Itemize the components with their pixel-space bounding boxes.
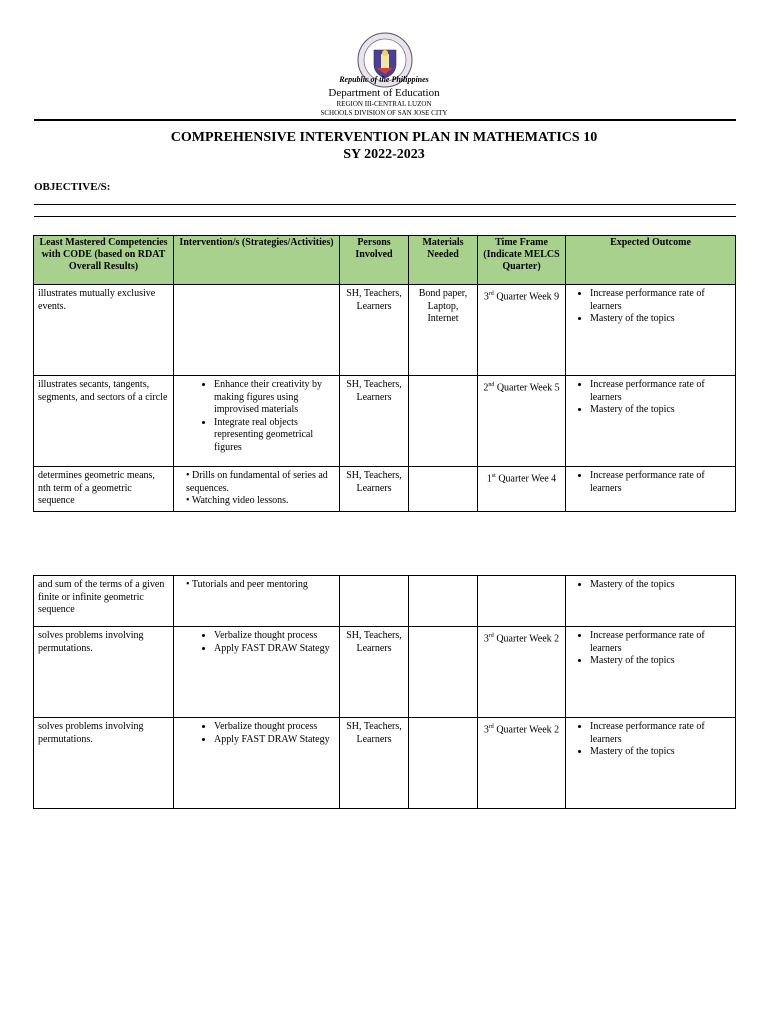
materials-cell: Bond paper, Laptop, Internet — [409, 285, 478, 376]
intervention-item: • Verbalize thought process — [214, 630, 335, 643]
outcome-item: • Mastery of the topics — [590, 746, 731, 759]
outcome-cell — [566, 718, 736, 809]
time-frame-cell: 1st Quarter Wee 4 — [478, 467, 566, 512]
intervention-cell — [174, 718, 340, 809]
col-header-persons: Persons Involved — [340, 236, 409, 285]
table-row — [34, 376, 736, 467]
outcome-item: • Increase performance rate of learners — [590, 470, 731, 495]
intervention-cell — [174, 376, 340, 467]
persons-cell: SH, Teachers, Learners — [340, 467, 409, 512]
materials-cell — [409, 467, 478, 512]
intervention-table-page1 — [33, 235, 736, 512]
time-frame-cell: 3rd Quarter Week 2 — [478, 627, 566, 718]
col-header-materials: Materials Needed — [409, 236, 478, 285]
intervention-table-page2 — [33, 575, 736, 809]
col-header-time-frame: Time Frame (Indicate MELCS Quarter) — [478, 236, 566, 285]
outcome-item: • Mastery of the topics — [590, 655, 731, 668]
outcome-item: • Mastery of the topics — [590, 313, 731, 326]
republic-line: Republic of the Philippines — [339, 75, 429, 84]
time-frame-cell: 3rd Quarter Week 9 — [478, 285, 566, 376]
col-header-outcome: Expected Outcome — [566, 236, 736, 285]
school-year: SY 2022-2023 — [343, 147, 425, 162]
persons-cell: SH, Teachers, Learners — [340, 285, 409, 376]
time-frame-cell: 2nd Quarter Week 5 — [478, 376, 566, 467]
time-frame-cell: 3rd Quarter Week 2 — [478, 718, 566, 809]
region-line: REGION III-CENTRAL LUZON — [336, 100, 432, 108]
table-row — [34, 576, 736, 627]
document-title: COMPREHENSIVE INTERVENTION PLAN IN MATHEMATICS 10 — [170, 130, 598, 145]
table-row — [34, 718, 736, 809]
competency-cell: solves problems involving permutations. — [34, 627, 174, 718]
persons-cell: SH, Teachers, Learners — [340, 376, 409, 467]
table-header-row — [34, 236, 736, 285]
intervention-item: • Drills on fundamental of series ad sequences. — [186, 470, 335, 495]
outcome-cell — [566, 467, 736, 512]
intervention-item: • Watching video lessons. — [186, 495, 335, 508]
outcome-item: • Mastery of the topics — [590, 579, 731, 592]
persons-cell: SH, Teachers, Learners — [340, 718, 409, 809]
competency-cell: and sum of the terms of a given finite or infinite geometric sequence — [34, 576, 174, 627]
col-header-interventions: Intervention/s (Strategies/Activities) — [174, 236, 340, 285]
outcome-cell — [566, 576, 736, 627]
objective-line-1 — [34, 204, 736, 205]
header-divider — [34, 119, 736, 121]
persons-cell — [340, 576, 409, 627]
intervention-cell — [174, 627, 340, 718]
materials-cell — [409, 376, 478, 467]
intervention-cell — [174, 285, 340, 376]
table-row — [34, 285, 736, 376]
table-row — [34, 467, 736, 512]
intervention-item: • Verbalize thought process — [214, 721, 335, 734]
outcome-item: • Increase performance rate of learners — [590, 288, 731, 313]
persons-cell: SH, Teachers, Learners — [340, 627, 409, 718]
materials-cell — [409, 576, 478, 627]
objective-line-2 — [34, 216, 736, 217]
materials-cell — [409, 718, 478, 809]
intervention-item: • Tutorials and peer mentoring — [186, 579, 335, 592]
outcome-cell — [566, 285, 736, 376]
division-line: SCHOOLS DIVISION OF SAN JOSE CITY — [320, 109, 448, 117]
objective-label: OBJECTIVE/S: — [34, 181, 111, 193]
competency-cell: solves problems involving permutations. — [34, 718, 174, 809]
intervention-item: • Apply FAST DRAW Stategy — [214, 643, 335, 656]
intervention-cell — [174, 576, 340, 627]
outcome-item: • Increase performance rate of learners — [590, 721, 731, 746]
intervention-item: • Enhance their creativity by making figures using improvised materials — [214, 379, 335, 417]
intervention-item: • Apply FAST DRAW Stategy — [214, 734, 335, 747]
outcome-cell — [566, 627, 736, 718]
materials-cell — [409, 627, 478, 718]
col-header-competencies: Least Mastered Competencies with CODE (based on RDAT Overall Results) — [34, 236, 174, 285]
department-line: Department of Education — [328, 87, 440, 99]
outcome-cell — [566, 376, 736, 467]
intervention-cell — [174, 467, 340, 512]
outcome-item: • Increase performance rate of learners — [590, 630, 731, 655]
competency-cell: illustrates mutually exclusive events. — [34, 285, 174, 376]
outcome-item: • Increase performance rate of learners — [590, 379, 731, 404]
table-row — [34, 627, 736, 718]
competency-cell: illustrates secants, tangents, segments, and sectors of a circle — [34, 376, 174, 467]
intervention-item: • Integrate real objects representing geometrical figures — [214, 417, 335, 455]
time-frame-cell — [478, 576, 566, 627]
outcome-item: • Mastery of the topics — [590, 404, 731, 417]
competency-cell: determines geometric means, nth term of a geometric sequence — [34, 467, 174, 512]
